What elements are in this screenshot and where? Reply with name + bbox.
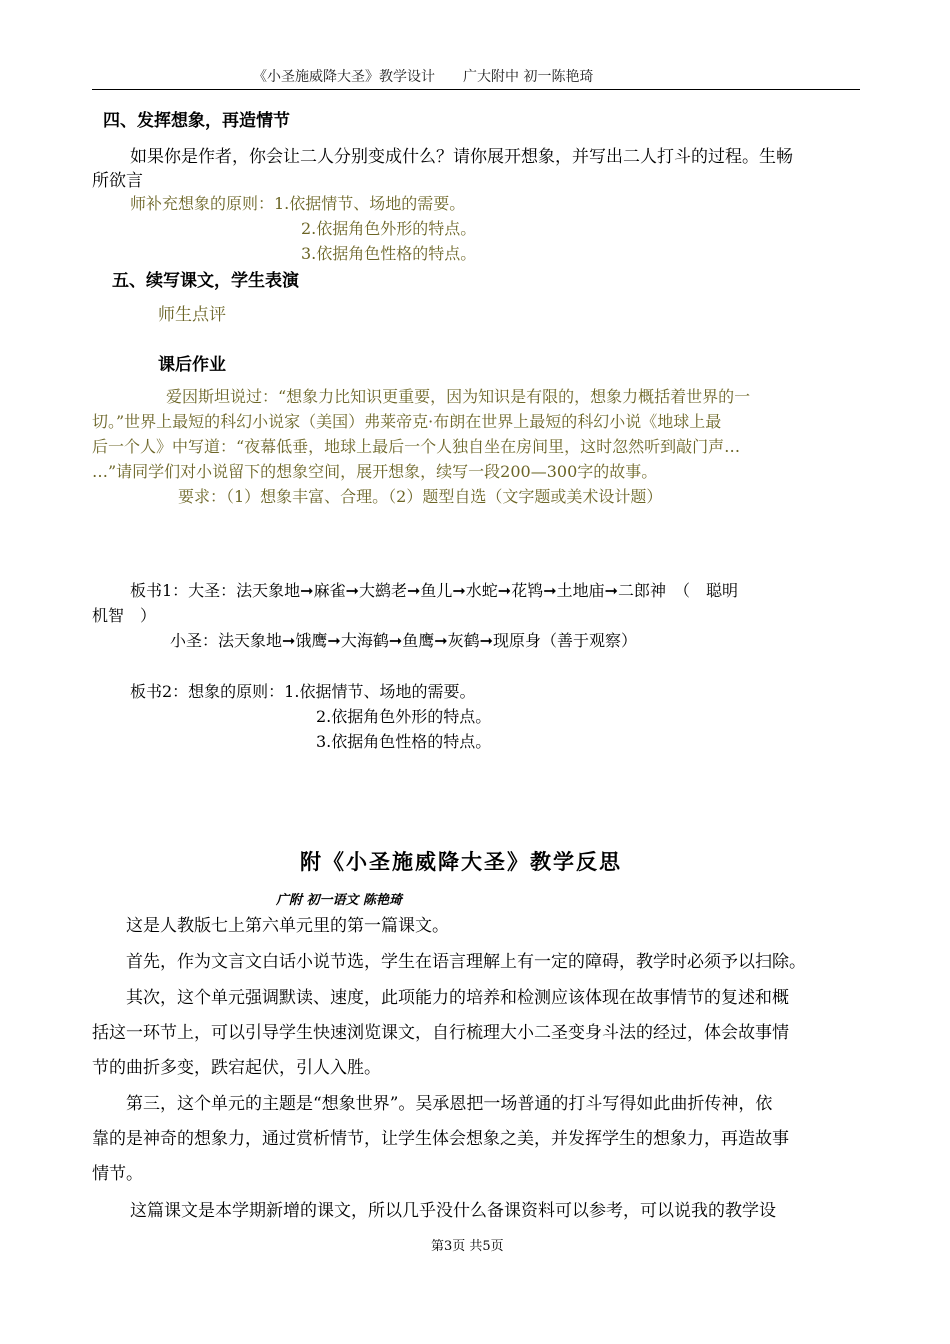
section5-heading: 五、续写课文，学生表演 [112, 271, 299, 291]
reflection-paragraph-3-line1: 其次，这个单元强调默读、速度，此项能力的培养和检测应该体现在故事情节的复述和概 [126, 988, 789, 1008]
homework-line2: 切。”世界上最短的科幻小说家（美国）弗莱帝克·布朗在世界上最短的科幻小说《地球上最 [92, 412, 722, 431]
board2-line1: 板书2：想象的原则：1.依据情节、场地的需要。 [130, 682, 476, 701]
board2-line3: 3.依据角色性格的特点。 [316, 732, 492, 751]
reflection-paragraph-5-line1: 这篇课文是本学期新增的课文，所以几乎没什么备课资料可以参考，可以说我的教学设 [130, 1201, 776, 1221]
reflection-paragraph-3-line2: 括这一环节上，可以引导学生快速浏览课文，自行梳理大小二圣变身斗法的经过，体会故事情 [92, 1023, 789, 1043]
reflection-paragraph-2: 首先，作为文言文白话小说节选，学生在语言理解上有一定的障碍，教学时必须予以扫除。 [126, 952, 806, 972]
reflection-title: 附《小圣施威降大圣》教学反思 [300, 849, 622, 874]
board1-line1: 板书1：大圣：法天象地➞麻雀➞大鹚老➞鱼儿➞水蛇➞花鸨➞土地庙➞二郎神 （ 聪明 [130, 581, 739, 600]
section5-comment: 师生点评 [158, 305, 226, 325]
reflection-byline: 广附 初一语文 陈艳琦 [276, 893, 403, 908]
reflection-paragraph-1: 这是人教版七上第六单元里的第一篇课文。 [126, 916, 449, 936]
board2-line2: 2.依据角色外形的特点。 [316, 707, 492, 726]
homework-requirement: 要求：（1）想象丰富、合理。（2）题型自选（文字题或美术设计题） [178, 487, 663, 506]
section4-paragraph-line2: 所欲言 [92, 171, 143, 191]
section4-principle-intro: 师补充想象的原则：1.依据情节、场地的需要。 [130, 194, 466, 213]
page-footer: 第3页 共5页 [431, 1239, 504, 1254]
board1-line3: 小圣：法天象地➞饿鹰➞大海鹤➞鱼鹰➞灰鹤➞现原身（善于观察） [170, 631, 638, 650]
reflection-paragraph-3-line3: 节的曲折多变，跌宕起伏，引人入胜。 [92, 1058, 381, 1078]
page-header: 《小圣施威降大圣》教学设计 广大附中 初一陈艳琦 [253, 69, 594, 85]
reflection-paragraph-4-line2: 靠的是神奇的想象力，通过赏析情节，让学生体会想象之美，并发挥学生的想象力，再造故事 [92, 1129, 789, 1149]
homework-line1: 爱因斯坦说过：“想象力比知识更重要，因为知识是有限的，想象力概括着世界的一 [166, 387, 751, 406]
homework-line3: 后一个人》中写道：“夜幕低垂，地球上最后一个人独自坐在房间里，这时忽然听到敲门声… [92, 437, 741, 456]
section4-principle-2: 2.依据角色外形的特点。 [301, 219, 477, 238]
board1-line2: 机智 ） [92, 606, 157, 625]
homework-heading: 课后作业 [158, 355, 226, 375]
section4-heading: 四、发挥想象，再造情节 [103, 111, 290, 131]
reflection-paragraph-4-line3: 情节。 [92, 1164, 143, 1184]
section4-paragraph-line1: 如果你是作者，你会让二人分别变成什么？请你展开想象，并写出二人打斗的过程。生畅 [130, 147, 793, 167]
header-rule [92, 89, 860, 90]
section4-principle-3: 3.依据角色性格的特点。 [301, 244, 477, 263]
reflection-paragraph-4-line1: 第三，这个单元的主题是“想象世界”。吴承恩把一场普通的打斗写得如此曲折传神，依 [126, 1094, 773, 1114]
homework-line4: …”请同学们对小说留下的想象空间，展开想象，续写一段200—300字的故事。 [92, 462, 658, 481]
